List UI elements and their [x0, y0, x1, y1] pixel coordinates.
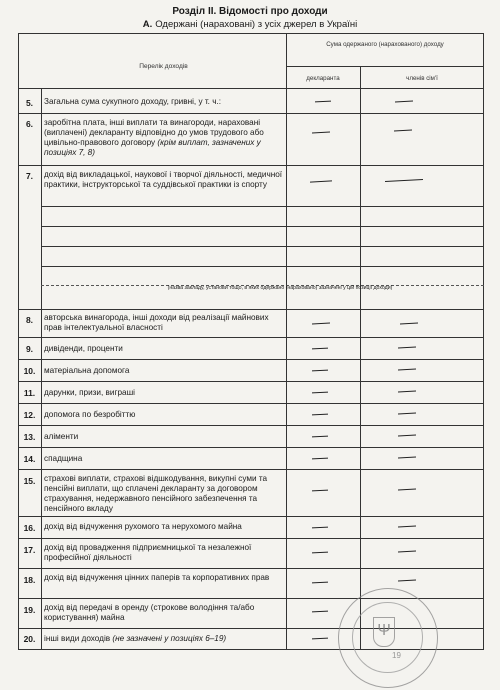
- row-number: 12.: [23, 410, 36, 420]
- row-number: 9.: [25, 344, 34, 354]
- row-description: матеріальна допомога: [44, 366, 130, 375]
- header-income-sum: Сума одержаного (нарахованого) доходу: [326, 41, 444, 48]
- row-number: 7.: [25, 171, 34, 181]
- row-number: 6.: [25, 119, 34, 129]
- institution-note: (назва закладу, установи тощо, в яких одержано (нараховано) зазначені у цій позиції доходи): [167, 285, 393, 291]
- row-description: заробітна плата, інші виплати та винагороди, нараховані (виплачені) декларанту відповідно до умов трудового або цивільно-правового договору (крім виплат, зазначених у позиціях 7, 8): [44, 118, 264, 157]
- trident-emblem-icon: Ψ: [373, 617, 395, 647]
- row-description: інші види доходів (не зазначені у позиціях 6–19): [44, 634, 227, 643]
- header-declarant: декларанта: [306, 75, 340, 82]
- section-subtitle: [0, 19, 500, 30]
- subtitle-letter: А.: [142, 19, 153, 30]
- row-number: 10.: [23, 366, 36, 376]
- row-number: 5.: [25, 98, 34, 108]
- row-description: дохід від відчуження рухомого та нерухомого майна: [44, 522, 242, 531]
- row-number: 11.: [23, 388, 36, 398]
- row-description: дарунки, призи, виграші: [44, 388, 135, 397]
- row-description: дохід від відчуження цінних паперів та корпоративних прав: [44, 573, 270, 582]
- subtitle-text: Одержані (нараховані) з усіх джерел в Україні: [155, 19, 358, 30]
- row-description: дохід від провадження підприємницької та незалежної професійної діяльності: [44, 543, 252, 562]
- row-number: 15.: [23, 476, 36, 486]
- row-number: 18.: [23, 575, 36, 585]
- row-description: дивіденди, проценти: [44, 344, 123, 353]
- row-number: 14.: [23, 454, 36, 464]
- row-description: допомога по безробіттю: [44, 410, 136, 419]
- row-description: спадщина: [44, 454, 83, 463]
- row-description: Загальна сума сукупного доходу, гривні, у т. ч.:: [44, 97, 222, 106]
- row-description: страхові виплати, страхові відшкодування, викупні суми та пенсійні виплати, що сплачені декларанту за договором страхування, недержавного пенсійного забезпечення та пенсійного вкладу: [44, 474, 268, 513]
- row-number: 16.: [23, 523, 36, 533]
- row-description: аліменти: [44, 432, 79, 441]
- stamp-number: 19: [392, 651, 401, 660]
- row-description: дохід від передачі в оренду (строкове володіння та/або користування) майна: [44, 603, 255, 622]
- official-stamp: [338, 588, 438, 688]
- section-title: Розділ II. Відомості про доходи: [172, 6, 328, 17]
- header-income-list: Перелік доходів: [139, 63, 188, 70]
- row-number: 13.: [23, 432, 36, 442]
- row-number: 17.: [23, 545, 36, 555]
- row-number: 8.: [25, 315, 34, 325]
- row-description: авторська винагорода, інші доходи від реалізації майнових прав інтелектуальної власності: [44, 313, 269, 332]
- header-family: членів сім'ї: [406, 75, 438, 82]
- row-number: 19.: [23, 605, 36, 615]
- row-number: 20.: [23, 634, 36, 644]
- row-description: дохід від викладацької, наукової і творчої діяльності, медичної практики, інструкторської та суддівської практики із спорту: [44, 170, 283, 189]
